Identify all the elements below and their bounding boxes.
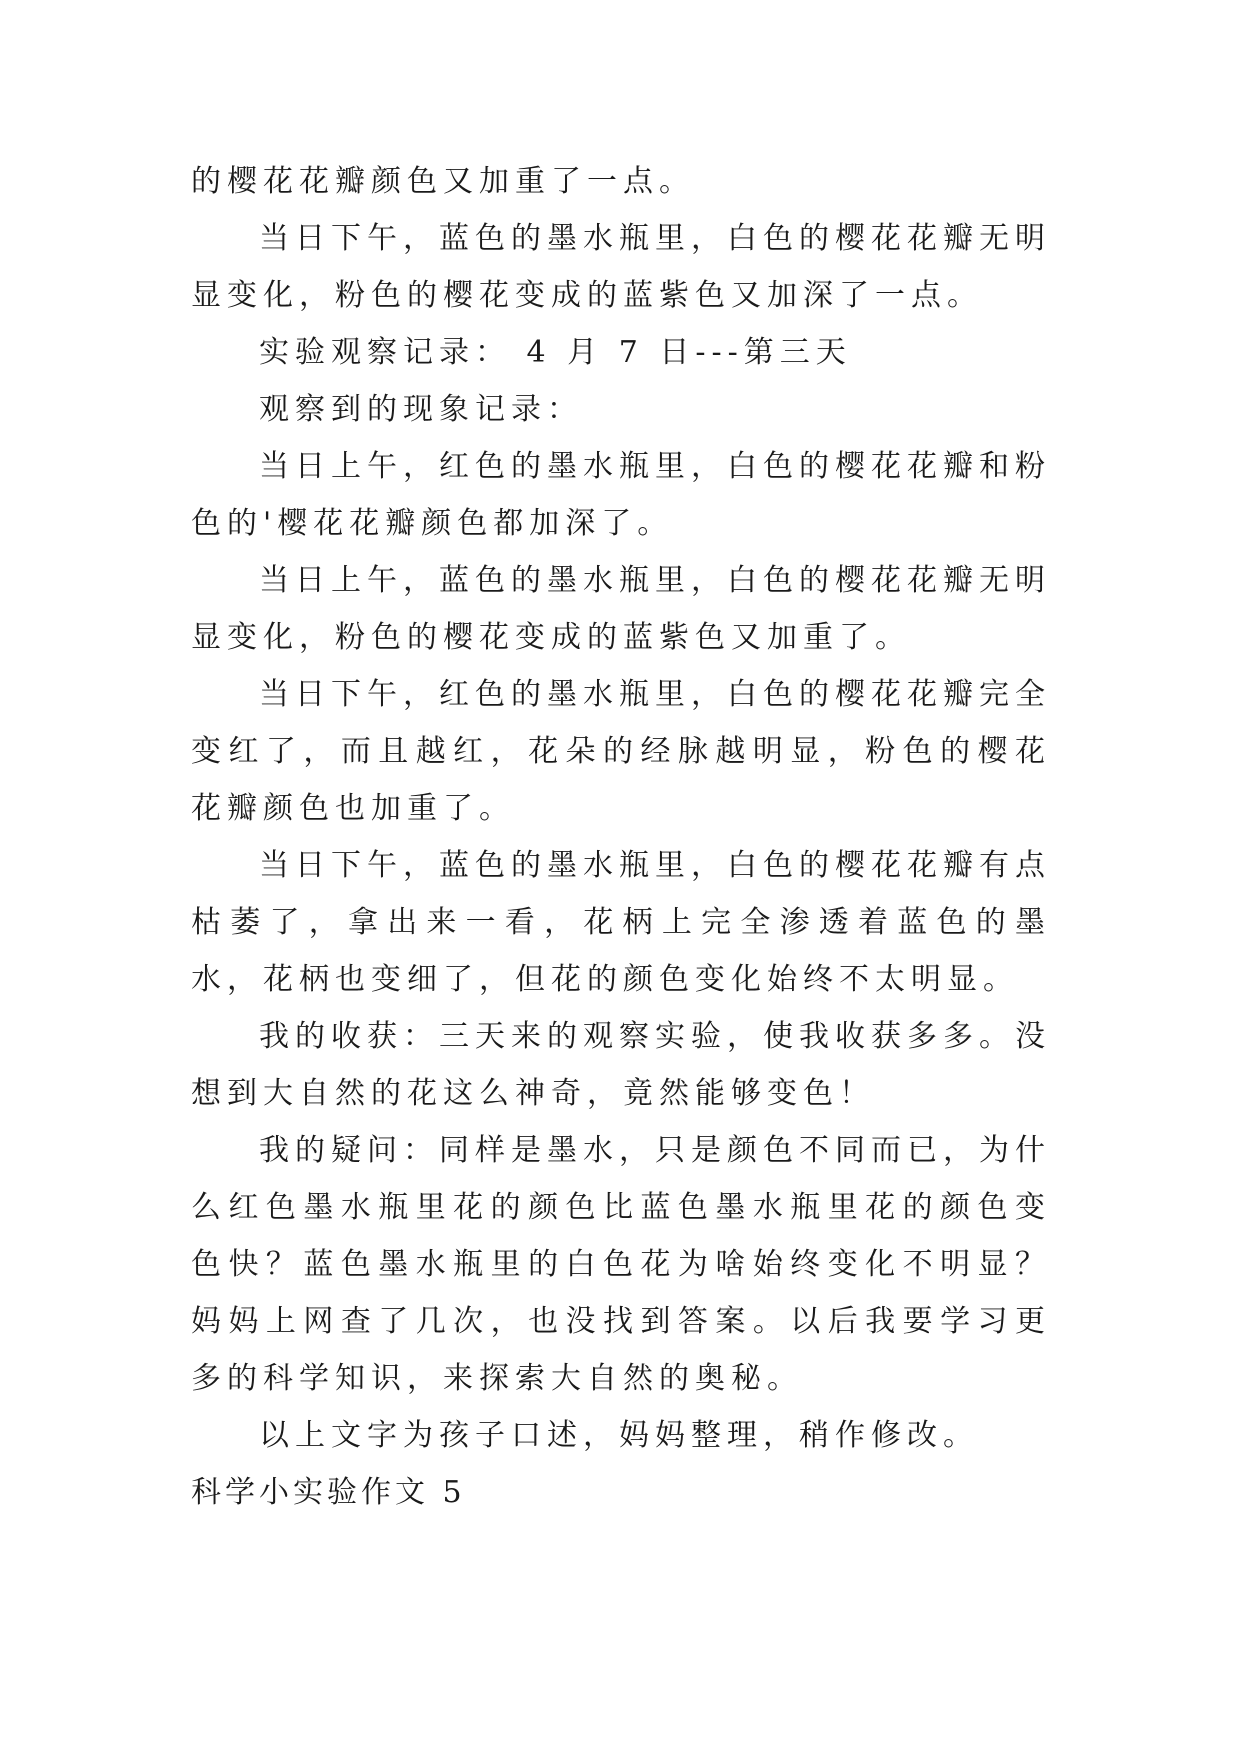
paragraph-9: 我的收获：三天来的观察实验，使我收获多多。没想到大自然的花这么神奇，竟然能够变色！ [191,1019,1051,1111]
paragraph-11: 以上文字为孩子口述，妈妈整理，稍作修改。 [259,1418,979,1453]
paragraph-3: 实验观察记录： 4 月 7 日---第三天 [259,335,852,370]
paragraph-7: 当日下午，红色的墨水瓶里，白色的樱花花瓣完全变红了，而且越红，花朵的经脉越明显，粉色的樱花花瓣颜色也加重了。 [191,677,1051,826]
paragraph-6: 当日上午，蓝色的墨水瓶里，白色的樱花花瓣无明显变化，粉色的樱花变成的蓝紫色又加重了。 [191,563,1051,655]
paragraph-2: 当日下午，蓝色的墨水瓶里，白色的樱花花瓣无明显变化，粉色的樱花变成的蓝紫色又加深了一点。 [191,221,1051,313]
paragraph-5: 当日上午，红色的墨水瓶里，白色的樱花花瓣和粉色的'樱花花瓣颜色都加深了。 [191,449,1051,541]
paragraph-4: 观察到的现象记录： [259,392,583,427]
document-page [191,153,1051,1521]
paragraph-1: 的樱花花瓣颜色又加重了一点。 [191,164,695,199]
paragraph-8: 当日下午，蓝色的墨水瓶里，白色的樱花花瓣有点枯萎了，拿出来一看，花柄上完全渗透着蓝色的墨水，花柄也变细了，但花的颜色变化始终不太明显。 [191,848,1051,997]
paragraph-10: 我的疑问：同样是墨水，只是颜色不同而已，为什么红色墨水瓶里花的颜色比蓝色墨水瓶里花的颜色变色快？蓝色墨水瓶里的白色花为啥始终变化不明显？妈妈上网查了几次，也没找到答案。以后我要学习更多的科学知识，来探索大自然的奥秘。 [191,1133,1051,1396]
section-heading: 科学小实验作文 5 [191,1475,466,1510]
